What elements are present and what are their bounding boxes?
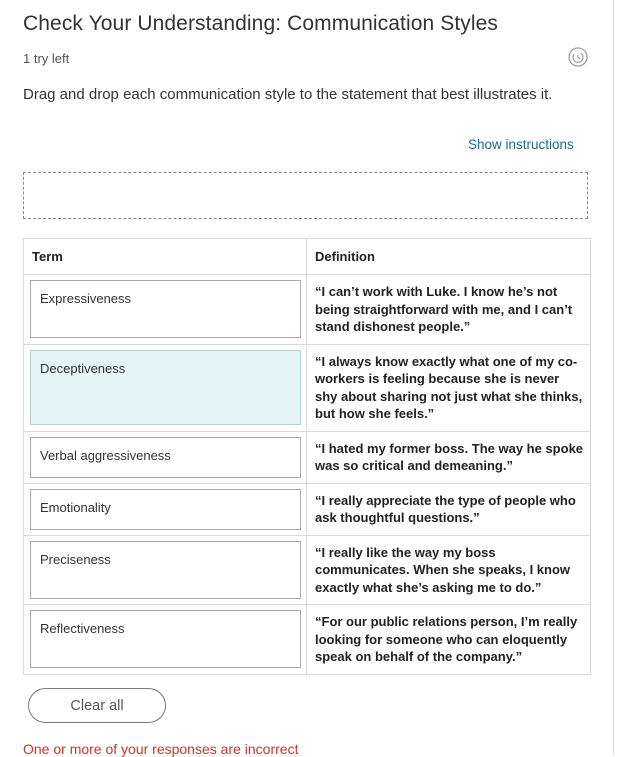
term-drop-cell[interactable]	[24, 483, 307, 535]
term-drop-cell[interactable]	[24, 605, 307, 675]
term-drop-cell[interactable]	[24, 431, 307, 483]
clear-all-button[interactable]: Clear all	[28, 688, 166, 723]
table-header-row	[24, 239, 591, 275]
show-instructions-link[interactable]: Show instructions	[468, 137, 574, 152]
definition-cell: “For our public relations person, I’m really looking for someone who can eloquently speak on behalf of the company.”	[307, 605, 591, 675]
definition-cell: “I always know exactly what one of my co-workers is feeling because she is never shy about sharing not just what she thinks, but how she feels.”	[307, 344, 591, 431]
history-icon[interactable]	[568, 47, 588, 67]
panel-border	[613, 0, 614, 754]
table-row	[24, 535, 591, 605]
term-chip-expressiveness[interactable]: Expressiveness	[30, 280, 301, 338]
term-chip-reflectiveness[interactable]: Reflectiveness	[30, 610, 301, 668]
table-row	[24, 275, 591, 345]
term-drop-cell[interactable]	[24, 275, 307, 345]
term-column-header: Term	[24, 239, 307, 275]
definition-cell: “I can’t work with Luke. I know he’s not being straightforward with me, and I can’t stand dishonest people.”	[307, 275, 591, 345]
term-drop-cell[interactable]	[24, 344, 307, 431]
term-chip-verbal-aggressiveness[interactable]: Verbal aggressiveness	[30, 437, 301, 478]
term-chip-emotionality[interactable]: Emotionality	[30, 489, 301, 530]
matching-table	[23, 238, 591, 675]
table-row	[24, 344, 591, 431]
feedback-message: One or more of your responses are incorrect	[23, 741, 299, 757]
page-title: Check Your Understanding: Communication Styles	[23, 12, 499, 35]
table-row	[24, 483, 591, 535]
definition-cell: “I hated my former boss. The way he spoke was so critical and demeaning.”	[307, 431, 591, 483]
definition-column-header: Definition	[307, 239, 591, 275]
term-drop-cell[interactable]	[24, 535, 307, 605]
tries-left: 1 try left	[23, 51, 70, 66]
table-row	[24, 605, 591, 675]
definition-cell: “I really appreciate the type of people who ask thoughtful questions.”	[307, 483, 591, 535]
term-chip-deceptiveness[interactable]: Deceptiveness	[30, 350, 301, 425]
term-bank-drop-zone[interactable]	[23, 172, 588, 219]
instruction-text: Drag and drop each communication style to the statement that best illustrates it.	[23, 86, 553, 103]
table-row	[24, 431, 591, 483]
term-chip-preciseness[interactable]: Preciseness	[30, 541, 301, 599]
definition-cell: “I really like the way my boss communicates. When she speaks, I know exactly what she’s asking me to do.”	[307, 535, 591, 605]
